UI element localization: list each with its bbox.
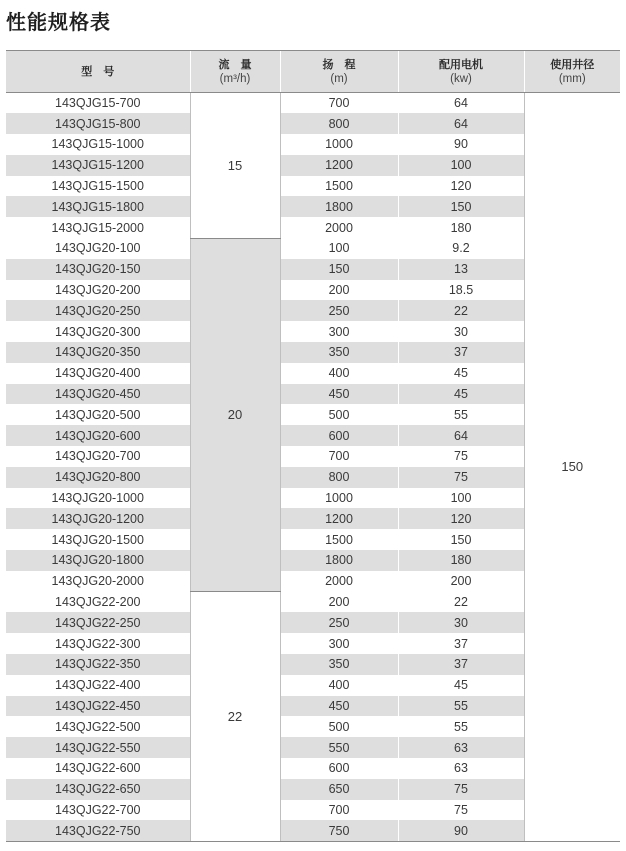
header-power-label: 配用电机 (439, 57, 483, 71)
cell-head: 500 (280, 716, 398, 737)
cell-head: 1800 (280, 196, 398, 217)
cell-model: 143QJG20-300 (55, 324, 141, 339)
cell-model: 143QJG20-800 (6, 467, 190, 488)
cell-head: 1500 (280, 176, 398, 197)
cell-model: 143QJG15-1000 (51, 137, 144, 152)
cell-head: 700 (280, 446, 398, 467)
cell-head: 250 (280, 300, 398, 321)
cell-head: 400 (280, 363, 398, 384)
cell-head: 700 (280, 93, 398, 114)
cell-head: 700 (280, 800, 398, 821)
cell-head: 300 (280, 321, 398, 342)
cell-head: 1200 (280, 155, 398, 176)
header-head (280, 51, 398, 93)
cell-head: 100 (280, 238, 398, 259)
cell-head: 2000 (280, 217, 398, 238)
cell-power: 30 (398, 321, 524, 342)
cell-power: 30 (398, 612, 524, 633)
cell-power: 75 (398, 467, 524, 488)
cell-head: 450 (280, 384, 398, 405)
cell-head: 1000 (280, 134, 398, 155)
cell-model: 143QJG15-800 (6, 113, 190, 134)
cell-model: 143QJG22-250 (6, 612, 190, 633)
cell-power: 100 (398, 155, 524, 176)
cell-model: 143QJG20-1200 (6, 508, 190, 529)
header-flow-unit: (m³/h) (219, 72, 251, 85)
cell-model: 143QJG20-500 (55, 407, 141, 422)
cell-power: 180 (398, 550, 524, 571)
cell-model: 143QJG22-200 (55, 595, 141, 610)
spec-table (6, 50, 620, 842)
header-flow (190, 51, 280, 93)
cell-head: 350 (280, 342, 398, 363)
cell-model: 143QJG20-150 (6, 259, 190, 280)
cell-flow: 20 (190, 238, 280, 592)
cell-model: 143QJG15-700 (55, 96, 141, 111)
cell-model: 143QJG22-600 (55, 761, 141, 776)
header-well-unit: (mm) (558, 72, 586, 85)
cell-head: 800 (280, 113, 398, 134)
cell-model: 143QJG20-100 (55, 241, 141, 256)
cell-model: 143QJG20-1500 (51, 532, 144, 547)
header-model (6, 51, 190, 93)
table-row (6, 93, 620, 114)
cell-power: 63 (398, 758, 524, 779)
cell-head: 800 (280, 467, 398, 488)
cell-model: 143QJG15-1800 (6, 196, 190, 217)
cell-model: 143QJG20-700 (55, 449, 141, 464)
cell-head: 150 (280, 259, 398, 280)
cell-power: 45 (398, 675, 524, 696)
cell-power: 120 (398, 508, 524, 529)
cell-model: 143QJG22-450 (6, 696, 190, 717)
cell-power: 180 (398, 217, 524, 238)
cell-power: 100 (398, 488, 524, 509)
cell-head: 300 (280, 633, 398, 654)
cell-power: 64 (398, 93, 524, 114)
cell-power: 18.5 (398, 280, 524, 301)
cell-head: 250 (280, 612, 398, 633)
cell-model: 143QJG20-2000 (51, 574, 144, 589)
cell-power: 63 (398, 737, 524, 758)
cell-power: 150 (398, 529, 524, 550)
cell-model: 143QJG22-650 (6, 779, 190, 800)
cell-head: 1500 (280, 529, 398, 550)
cell-head: 1000 (280, 488, 398, 509)
cell-power: 37 (398, 633, 524, 654)
cell-flow: 15 (190, 93, 280, 239)
cell-head: 650 (280, 779, 398, 800)
cell-model: 143QJG20-250 (6, 300, 190, 321)
cell-power: 55 (398, 696, 524, 717)
cell-head: 450 (280, 696, 398, 717)
header-head-unit: (m) (330, 72, 348, 85)
header-head-label: 扬 程 (322, 57, 356, 71)
cell-head: 500 (280, 404, 398, 425)
cell-power: 75 (398, 800, 524, 821)
header-flow-label: 流 量 (218, 57, 252, 71)
cell-model: 143QJG20-450 (6, 384, 190, 405)
cell-power: 22 (398, 300, 524, 321)
cell-head: 400 (280, 675, 398, 696)
cell-power: 64 (398, 113, 524, 134)
cell-power: 75 (398, 446, 524, 467)
cell-model: 143QJG20-200 (55, 283, 141, 298)
cell-power: 90 (398, 820, 524, 841)
cell-model: 143QJG22-350 (6, 654, 190, 675)
cell-model: 143QJG22-400 (55, 678, 141, 693)
cell-head: 350 (280, 654, 398, 675)
cell-head: 550 (280, 737, 398, 758)
cell-model: 143QJG20-400 (55, 366, 141, 381)
cell-power: 22 (398, 592, 524, 613)
header-power-unit: (kw) (450, 72, 472, 85)
cell-power: 200 (398, 571, 524, 592)
cell-model: 143QJG22-500 (55, 719, 141, 734)
cell-power: 55 (398, 716, 524, 737)
cell-model: 143QJG20-1800 (6, 550, 190, 571)
cell-head: 200 (280, 280, 398, 301)
cell-model: 143QJG20-600 (6, 425, 190, 446)
cell-power: 13 (398, 259, 524, 280)
table-body (6, 93, 620, 842)
cell-model: 143QJG20-350 (6, 342, 190, 363)
cell-power: 64 (398, 425, 524, 446)
cell-flow: 22 (190, 592, 280, 842)
header-model-label: 型 号 (81, 65, 115, 78)
cell-head: 600 (280, 425, 398, 446)
cell-power: 37 (398, 342, 524, 363)
cell-model: 143QJG15-1200 (6, 155, 190, 176)
cell-power: 75 (398, 779, 524, 800)
cell-model: 143QJG22-300 (55, 636, 141, 651)
cell-power: 45 (398, 384, 524, 405)
cell-model: 143QJG15-1500 (51, 179, 144, 194)
cell-power: 9.2 (398, 238, 524, 259)
cell-power: 120 (398, 176, 524, 197)
cell-model: 143QJG20-1000 (51, 491, 144, 506)
page-title: 性能规格表 (6, 10, 111, 34)
table-header-row (6, 51, 620, 93)
header-power (398, 51, 524, 93)
cell-power: 90 (398, 134, 524, 155)
header-well-label: 使用井径 (550, 57, 595, 71)
cell-head: 750 (280, 820, 398, 841)
cell-head: 600 (280, 758, 398, 779)
cell-head: 1800 (280, 550, 398, 571)
cell-power: 37 (398, 654, 524, 675)
cell-model: 143QJG15-2000 (51, 220, 144, 235)
cell-model: 143QJG22-750 (6, 820, 190, 841)
cell-model: 143QJG22-550 (6, 737, 190, 758)
cell-well-diameter: 150 (524, 93, 620, 842)
header-well (524, 51, 620, 93)
cell-head: 200 (280, 592, 398, 613)
cell-model: 143QJG22-700 (55, 802, 141, 817)
cell-head: 1200 (280, 508, 398, 529)
cell-head: 2000 (280, 571, 398, 592)
cell-power: 55 (398, 404, 524, 425)
cell-power: 45 (398, 363, 524, 384)
cell-power: 150 (398, 196, 524, 217)
